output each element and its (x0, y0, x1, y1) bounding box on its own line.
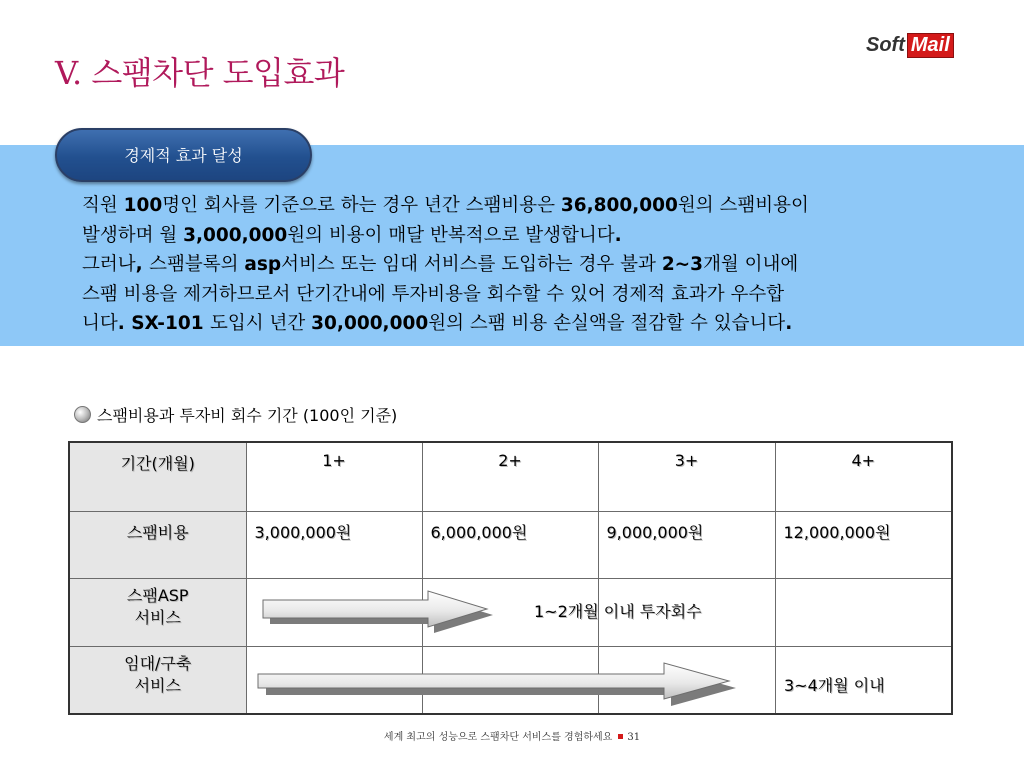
paragraph-segment: 서비스 또는 임대 서비스를 도입하는 경우 불과 (281, 254, 662, 275)
asp-cell (775, 578, 952, 646)
spam-cost-label: 스팸비용 (126, 522, 189, 542)
table-row (69, 442, 952, 511)
paragraph-segment: . SX-101 (117, 313, 211, 334)
asp-service-header-cell (69, 578, 246, 646)
paragraph-segment: 직원 (82, 195, 124, 216)
paragraph-segment: 36,800,000 (560, 195, 678, 216)
paragraph-line-1 (82, 191, 962, 221)
period-header-cell (69, 442, 246, 511)
paragraph-line-4 (82, 280, 962, 310)
spam-cost-value: 6,000,000원 (430, 522, 528, 542)
spam-cost-value: 3,000,000원 (254, 522, 352, 542)
month-cell (422, 442, 598, 511)
rental-cell (246, 646, 422, 714)
paragraph-segment: 스팸블록의 (149, 254, 245, 275)
paragraph-segment: . (614, 224, 622, 246)
slide-title: V. 스팸차단 도입효과 (55, 54, 345, 92)
spam-cost-value: 12,000,000원 (783, 522, 891, 542)
period-header: 기간(개월) (120, 454, 195, 473)
rental-payback-text: 3~4개월 이내 (784, 676, 885, 695)
paragraph-segment: 100 (123, 195, 163, 216)
month-cell (246, 442, 422, 511)
month-cell (598, 442, 775, 511)
paragraph-segment: 도입시 년간 (210, 313, 312, 334)
spam-cost-value: 9,000,000원 (606, 522, 704, 542)
asp-label-line-1: 스팸ASP (126, 585, 189, 605)
paragraph-segment: 원의 비용이 매달 반복적으로 발생합니다 (287, 224, 615, 246)
rental-cell (598, 646, 775, 714)
table-row (69, 578, 952, 646)
paragraph-line-5 (82, 309, 962, 339)
logo-mail-text: Mail (907, 33, 954, 58)
paragraph-segment: , (135, 254, 150, 275)
spam-cost-cell (246, 511, 422, 578)
spam-cost-cell (598, 511, 775, 578)
paragraph-segment: 스팸 비용을 제거하므로서 단기간내에 투자비용을 회수할 수 있어 경제적 효과가 우수합 (82, 283, 785, 305)
table-subtitle (74, 402, 397, 426)
paragraph-segment: 개월 이내에 (703, 254, 799, 275)
summary-paragraph (82, 191, 962, 339)
paragraph-segment: 명인 회사를 기준으로 하는 경우 년간 스팸비용은 (162, 195, 561, 216)
rental-label-line-2: 서비스 (134, 675, 181, 695)
paragraph-segment: 그러나 (82, 254, 136, 275)
paragraph-segment: 발생하며 월 (82, 224, 184, 246)
paragraph-segment: . (785, 313, 793, 334)
slide-footer (0, 728, 1024, 743)
spam-cost-header-cell (69, 511, 246, 578)
table-subtitle-text: 스팸비용과 투자비 회수 기간 (100인 기준) (97, 405, 398, 425)
softmail-logo (866, 33, 954, 57)
asp-label-line-2: 서비스 (134, 607, 181, 627)
month-label: 4+ (851, 451, 876, 470)
table-row (69, 511, 952, 578)
page-number: 31 (627, 732, 641, 743)
footer-dot-icon (618, 734, 623, 739)
paragraph-segment: 원의 스팸비용이 (677, 195, 809, 216)
spam-cost-cell (422, 511, 598, 578)
bullet-icon (74, 406, 91, 423)
paragraph-segment: 원의 스팸 비용 손실액을 절감할 수 있습니다 (428, 313, 786, 334)
paragraph-line-2 (82, 221, 962, 251)
paragraph-segment: 3,000,000 (183, 224, 288, 246)
section-label-text: 경제적 효과 달성 (124, 145, 243, 165)
section-label-pill (55, 128, 312, 182)
asp-cell (246, 578, 422, 646)
paragraph-segment: asp (244, 254, 282, 275)
spam-cost-cell (775, 511, 952, 578)
paragraph-segment: 30,000,000 (311, 313, 429, 334)
month-label: 3+ (674, 451, 699, 470)
logo-soft-text: Soft (866, 33, 905, 56)
rental-label-line-1: 임대/구축 (124, 653, 192, 673)
month-label: 2+ (498, 451, 522, 470)
rental-service-header-cell (69, 646, 246, 714)
asp-payback-text: 1~2개월 이내 투자회수 (534, 602, 702, 621)
month-cell (775, 442, 952, 511)
month-label: 1+ (322, 451, 346, 470)
footer-text: 세계 최고의 성능으로 스팸차단 서비스를 경험하세요 (383, 732, 613, 743)
paragraph-segment: 2~3 (661, 254, 704, 275)
rental-cell (422, 646, 598, 714)
paragraph-line-3 (82, 250, 962, 280)
paragraph-segment: 니다 (82, 313, 118, 334)
